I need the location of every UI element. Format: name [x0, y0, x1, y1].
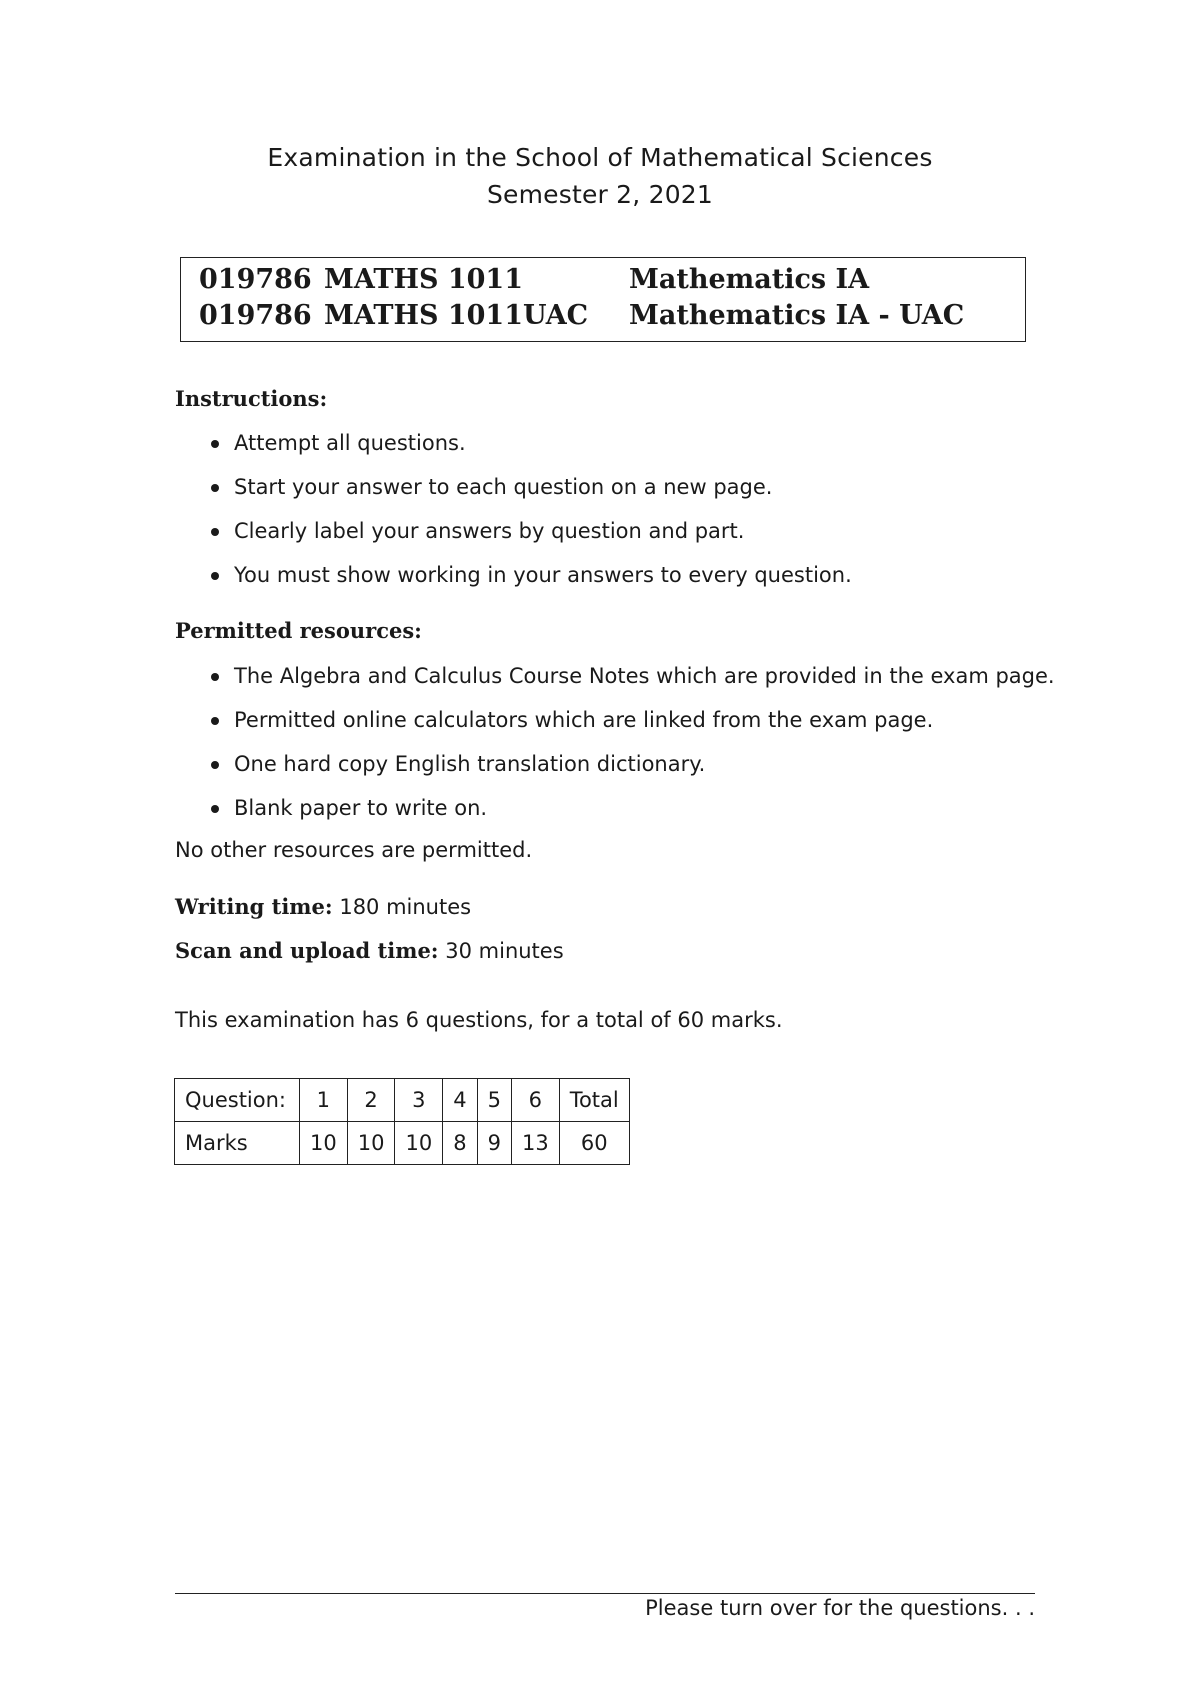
bullet-icon — [211, 805, 219, 813]
course-box — [180, 257, 1026, 342]
resources-heading: Permitted resources: — [175, 618, 422, 643]
list-item — [175, 429, 852, 473]
resource-text: Blank paper to write on. — [234, 796, 488, 820]
instruction-text: Clearly label your answers by question and part. — [234, 519, 745, 543]
question-label: Question: — [175, 1079, 300, 1122]
upload-time-value: 30 minutes — [445, 939, 564, 963]
total-value: 60 — [559, 1122, 629, 1165]
writing-time-label: Writing time: — [175, 894, 333, 919]
upload-time — [175, 938, 564, 963]
marks-value: 10 — [300, 1122, 348, 1165]
bullet-icon — [211, 440, 219, 448]
bullet-icon — [211, 717, 219, 725]
marks-value: 9 — [477, 1122, 511, 1165]
marks-value: 10 — [347, 1122, 395, 1165]
list-item — [175, 517, 852, 561]
bullet-icon — [211, 761, 219, 769]
exam-summary: This examination has 6 questions, for a total of 60 marks. — [175, 1008, 783, 1032]
bullet-icon — [211, 572, 219, 580]
course-code: 019786 — [199, 300, 312, 331]
question-number: 6 — [511, 1079, 559, 1122]
marks-label: Marks — [175, 1122, 300, 1165]
instruction-text: You must show working in your answers to every question. — [234, 563, 852, 587]
exam-title: Examination in the School of Mathematical Sciences — [267, 143, 933, 172]
bullet-icon — [211, 673, 219, 681]
instructions-heading: Instructions: — [175, 386, 328, 411]
course-number: MATHS 1011UAC — [324, 300, 589, 331]
resource-text: One hard copy English translation dictionary. — [234, 752, 706, 776]
upload-time-label: Scan and upload time: — [175, 938, 439, 963]
question-number: 3 — [395, 1079, 443, 1122]
footer-divider — [175, 1593, 1035, 1594]
marks-value: 13 — [511, 1122, 559, 1165]
instruction-text: Start your answer to each question on a new page. — [234, 475, 773, 499]
marks-value: 10 — [395, 1122, 443, 1165]
list-item — [175, 473, 852, 517]
bullet-icon — [211, 528, 219, 536]
instruction-text: Attempt all questions. — [234, 431, 466, 455]
list-item — [175, 706, 1055, 750]
question-number: 5 — [477, 1079, 511, 1122]
course-code: 019786 — [199, 264, 312, 295]
list-item — [175, 794, 1055, 838]
list-item — [175, 662, 1055, 706]
resources-list — [175, 662, 1055, 838]
resource-text: The Algebra and Calculus Course Notes which are provided in the exam page. — [234, 664, 1055, 688]
course-name: Mathematics IA - UAC — [629, 300, 965, 331]
question-number: 4 — [443, 1079, 477, 1122]
writing-time — [175, 894, 471, 919]
marks-value: 8 — [443, 1122, 477, 1165]
resource-text: Permitted online calculators which are linked from the exam page. — [234, 708, 934, 732]
question-number: 2 — [347, 1079, 395, 1122]
footer-text: Please turn over for the questions. . . — [645, 1596, 1035, 1620]
bullet-icon — [211, 484, 219, 492]
exam-semester: Semester 2, 2021 — [486, 180, 714, 209]
course-number: MATHS 1011 — [324, 264, 524, 295]
list-item — [175, 750, 1055, 794]
resources-note: No other resources are permitted. — [175, 838, 533, 862]
list-item — [175, 561, 852, 605]
instructions-list — [175, 429, 852, 605]
course-name: Mathematics IA — [629, 264, 870, 295]
writing-time-value: 180 minutes — [339, 895, 472, 919]
table-row — [175, 1122, 630, 1165]
table-row — [175, 1079, 630, 1122]
total-label: Total — [559, 1079, 629, 1122]
question-number: 1 — [300, 1079, 348, 1122]
marks-table — [174, 1078, 630, 1165]
